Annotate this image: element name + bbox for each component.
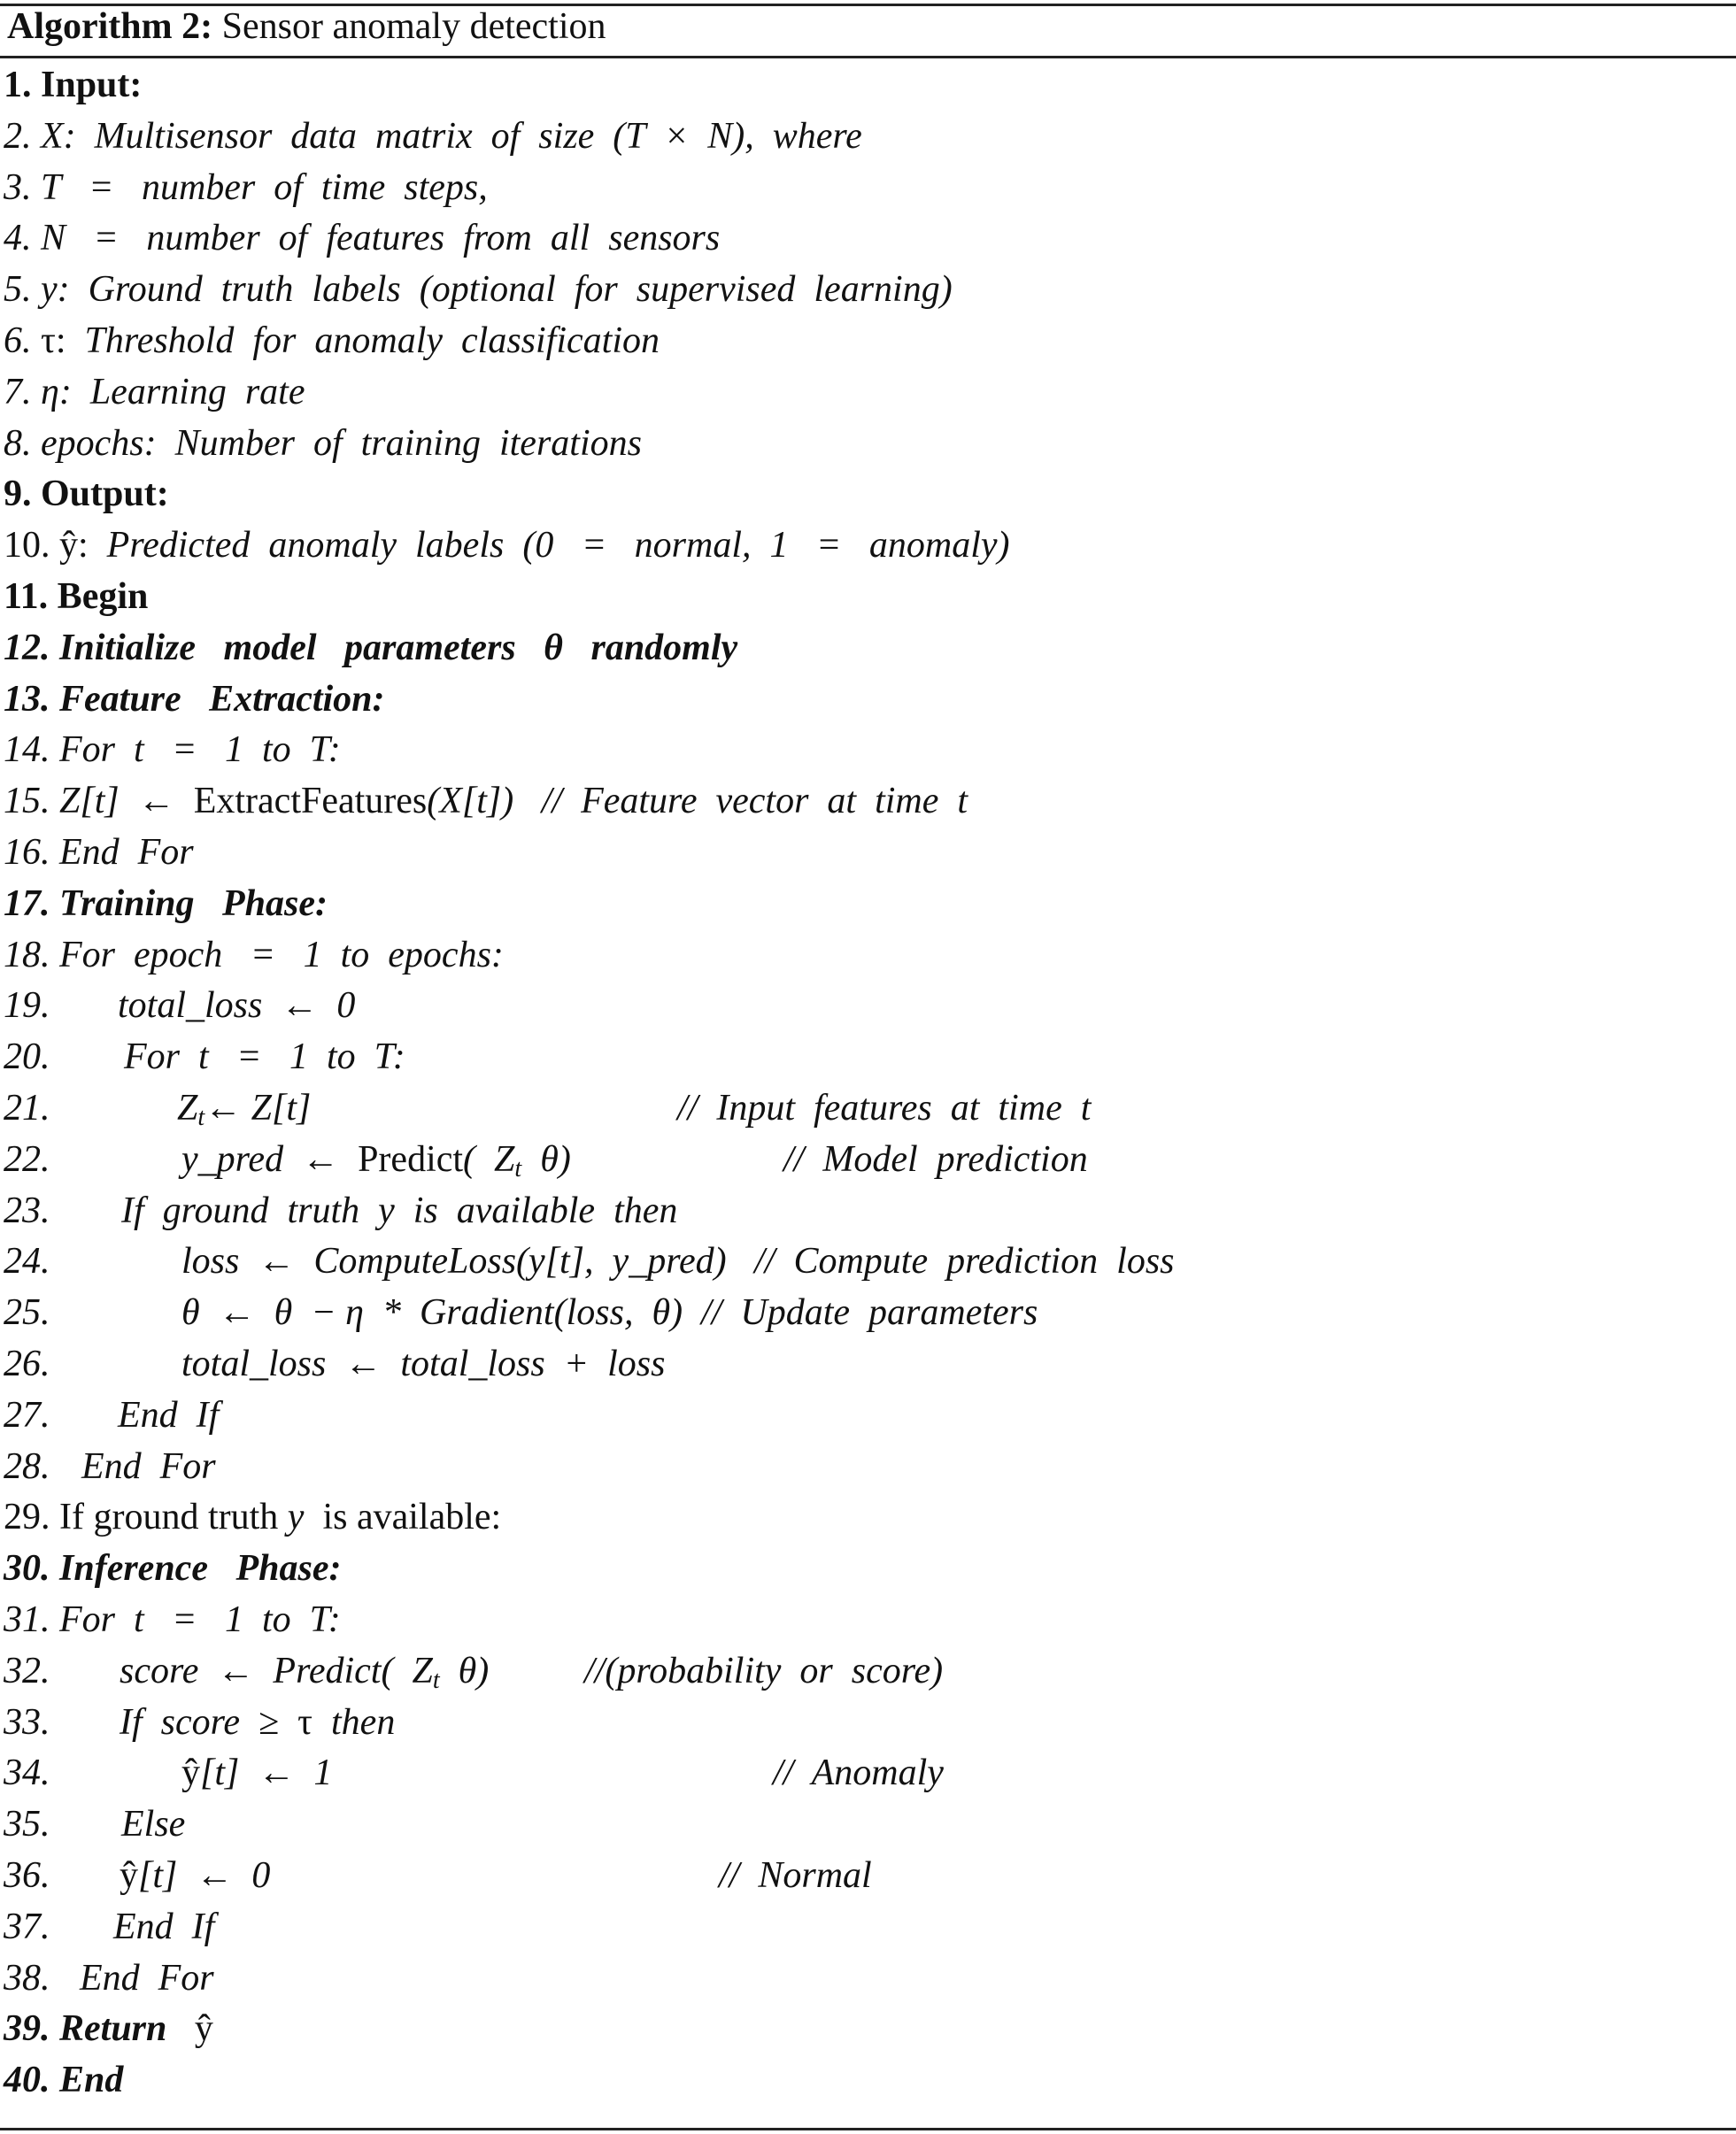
line-text: ŷ (120, 1855, 138, 1896)
line-text: 19. (4, 985, 50, 1027)
line-text: 39. Return (4, 2008, 167, 2050)
line-text: 27. (4, 1394, 50, 1436)
line-text: 35. (4, 1804, 50, 1845)
line-text: 6. (4, 320, 41, 361)
algorithm-line (0, 418, 1736, 469)
line-text: θ ← θ − η * Gradient(loss, θ) // Update parameters (181, 1292, 1038, 1334)
line-text: //(probability or score) (584, 1650, 944, 1691)
line-text: loss ← ComputeLoss(y[t], y_pred) // Compute prediction loss (181, 1241, 1175, 1283)
line-text: 25. (4, 1292, 50, 1334)
algorithm-line (0, 1236, 1736, 1287)
line-text: Predicted anomaly labels (0 = normal, 1 = anomaly) (88, 525, 1010, 566)
line-text: 36. (4, 1855, 50, 1896)
algorithm-line (0, 520, 1736, 571)
line-text: 3. T = number of time steps, (4, 166, 488, 208)
algorithm-body (0, 58, 1736, 2126)
line-text: If score (120, 1701, 259, 1743)
line-text: 20. (4, 1036, 50, 1078)
line-text: 16. End For (4, 832, 194, 873)
algorithm-line (0, 1185, 1736, 1236)
line-text: 12. Initialize model parameters θ randomly (4, 627, 738, 668)
line-text: 18. For epoch = 1 to epochs: (4, 934, 504, 975)
algorithm-line (0, 468, 1736, 520)
algorithm-line (0, 775, 1736, 827)
algorithm-line (0, 264, 1736, 315)
algorithm-line (0, 59, 1736, 111)
algorithm-line (0, 1543, 1736, 1594)
algorithm-line (0, 1697, 1736, 1748)
algorithm-line (0, 622, 1736, 674)
algorithm-line (0, 1338, 1736, 1390)
line-text: 13. Feature Extraction: (4, 678, 385, 720)
line-text: 32. (4, 1650, 50, 1691)
line-text: ŷ (166, 2008, 213, 2050)
subscript: t (514, 1154, 522, 1183)
line-text: τ: (41, 320, 66, 361)
line-text: 10. ŷ: (4, 525, 89, 566)
bottom-rule (0, 2128, 1736, 2130)
line-text: ← Z[t] (204, 1088, 312, 1129)
line-text: Predict (339, 1138, 464, 1180)
algorithm-line (0, 162, 1736, 213)
line-text: 34. (4, 1753, 50, 1794)
line-text: If ground truth y is available then (121, 1190, 678, 1231)
line-text: ŷ (181, 1753, 200, 1794)
line-text: 9. Output: (4, 474, 169, 515)
line-text: 40. End (4, 2060, 124, 2101)
line-text: y (287, 1497, 305, 1538)
line-text: 22. (4, 1138, 50, 1180)
line-text: 24. (4, 1241, 50, 1283)
algorithm-line (0, 1799, 1736, 1850)
line-text: 1. Input: (4, 65, 143, 105)
algorithm-line (0, 1747, 1736, 1799)
line-text: // Anomaly (773, 1753, 944, 1794)
algorithm-line (0, 2003, 1736, 2054)
line-text: End If (113, 1906, 215, 1947)
line-text: 31. For t = 1 to T: (4, 1599, 341, 1640)
algorithm-line (0, 724, 1736, 775)
algorithm-line (0, 1134, 1736, 1185)
line-text: // Model prediction (783, 1138, 1088, 1180)
line-text: 17. Training Phase: (4, 882, 328, 924)
algorithm-line (0, 1031, 1736, 1082)
line-text (514, 1134, 521, 1185)
line-text: For t = 1 to T: (124, 1036, 405, 1078)
line-text (197, 1082, 204, 1134)
algorithm-line (0, 315, 1736, 366)
algorithm-line (0, 1953, 1736, 2004)
line-text: 7. η: Learning rate (4, 371, 305, 412)
algorithm-line (0, 929, 1736, 981)
algorithm-line (0, 1441, 1736, 1492)
algorithm-line (0, 571, 1736, 622)
algorithm-title (7, 0, 606, 53)
algorithm-title-label: Algorithm 2: (7, 6, 213, 47)
algorithm-line (0, 980, 1736, 1031)
line-text: 11. Begin (4, 576, 149, 617)
algorithm-line (0, 1850, 1736, 1901)
algorithm-line (0, 1082, 1736, 1134)
algorithm-line (0, 1901, 1736, 1953)
line-text: θ) (521, 1138, 571, 1180)
line-text: End For (80, 1957, 214, 1999)
subscript: t (197, 1104, 205, 1131)
line-text: 37. (4, 1906, 50, 1947)
line-text: 21. (4, 1088, 50, 1129)
algorithm-line (0, 1594, 1736, 1645)
line-text: 33. (4, 1701, 50, 1743)
algorithm-line (0, 827, 1736, 878)
line-text: // Input features at time t (677, 1088, 1092, 1129)
algorithm-line (0, 1645, 1736, 1697)
line-text: Else (121, 1804, 186, 1845)
line-text: 29. If ground truth (4, 1497, 288, 1538)
line-text: End For (81, 1445, 216, 1487)
line-text: is available: (304, 1497, 502, 1538)
line-text: score ← Predict( Z (120, 1650, 433, 1691)
line-text: ≥ τ (258, 1701, 313, 1743)
line-text: Threshold for anomaly classification (66, 320, 660, 361)
algorithm-line (0, 674, 1736, 725)
line-text: [t] ← 1 (200, 1753, 333, 1794)
line-text: total_loss ← total_loss + loss (181, 1344, 666, 1384)
line-text: ( Z (463, 1138, 515, 1180)
algorithm-line (0, 212, 1736, 264)
line-text: End If (118, 1394, 220, 1436)
line-text: 28. (4, 1445, 50, 1487)
line-text: (X[t]) // Feature vector at time t (427, 781, 968, 822)
line-text: 26. (4, 1344, 50, 1384)
algorithm-line (0, 1287, 1736, 1338)
line-text: [t] ← 0 (138, 1855, 271, 1896)
algorithm-line (0, 1390, 1736, 1441)
algorithm-title-text: Sensor anomaly detection (221, 6, 606, 47)
algorithm-line (0, 111, 1736, 162)
line-text: 14. For t = 1 to T: (4, 729, 341, 771)
algorithm-line (0, 878, 1736, 929)
line-text: 38. (4, 1957, 50, 1999)
line-text: Z (177, 1088, 198, 1129)
line-text: 4. N = number of features from all sensors (4, 218, 721, 259)
line-text: // Normal (719, 1855, 872, 1896)
line-text (433, 1645, 440, 1697)
line-text: 15. Z[t] (4, 781, 138, 822)
line-text: θ) (439, 1650, 490, 1691)
line-text: 5. y: Ground truth labels (optional for supervised learning) (4, 269, 953, 311)
line-text: 8. epochs: Number of training iterations (4, 422, 642, 464)
algorithm-line (0, 2054, 1736, 2106)
algorithm-line (0, 366, 1736, 418)
subscript: t (432, 1666, 440, 1694)
line-text: y_pred ← (181, 1138, 340, 1180)
line-text: total_loss ← 0 (118, 985, 356, 1027)
line-text: ← ExtractFeatures (137, 781, 428, 822)
algorithm-line (0, 1491, 1736, 1543)
line-text: 30. Inference Phase: (4, 1548, 342, 1590)
line-text: then (312, 1701, 396, 1743)
line-text: 23. (4, 1190, 50, 1231)
line-text: 2. X: Multisensor data matrix of size (T × N), where (4, 115, 862, 157)
